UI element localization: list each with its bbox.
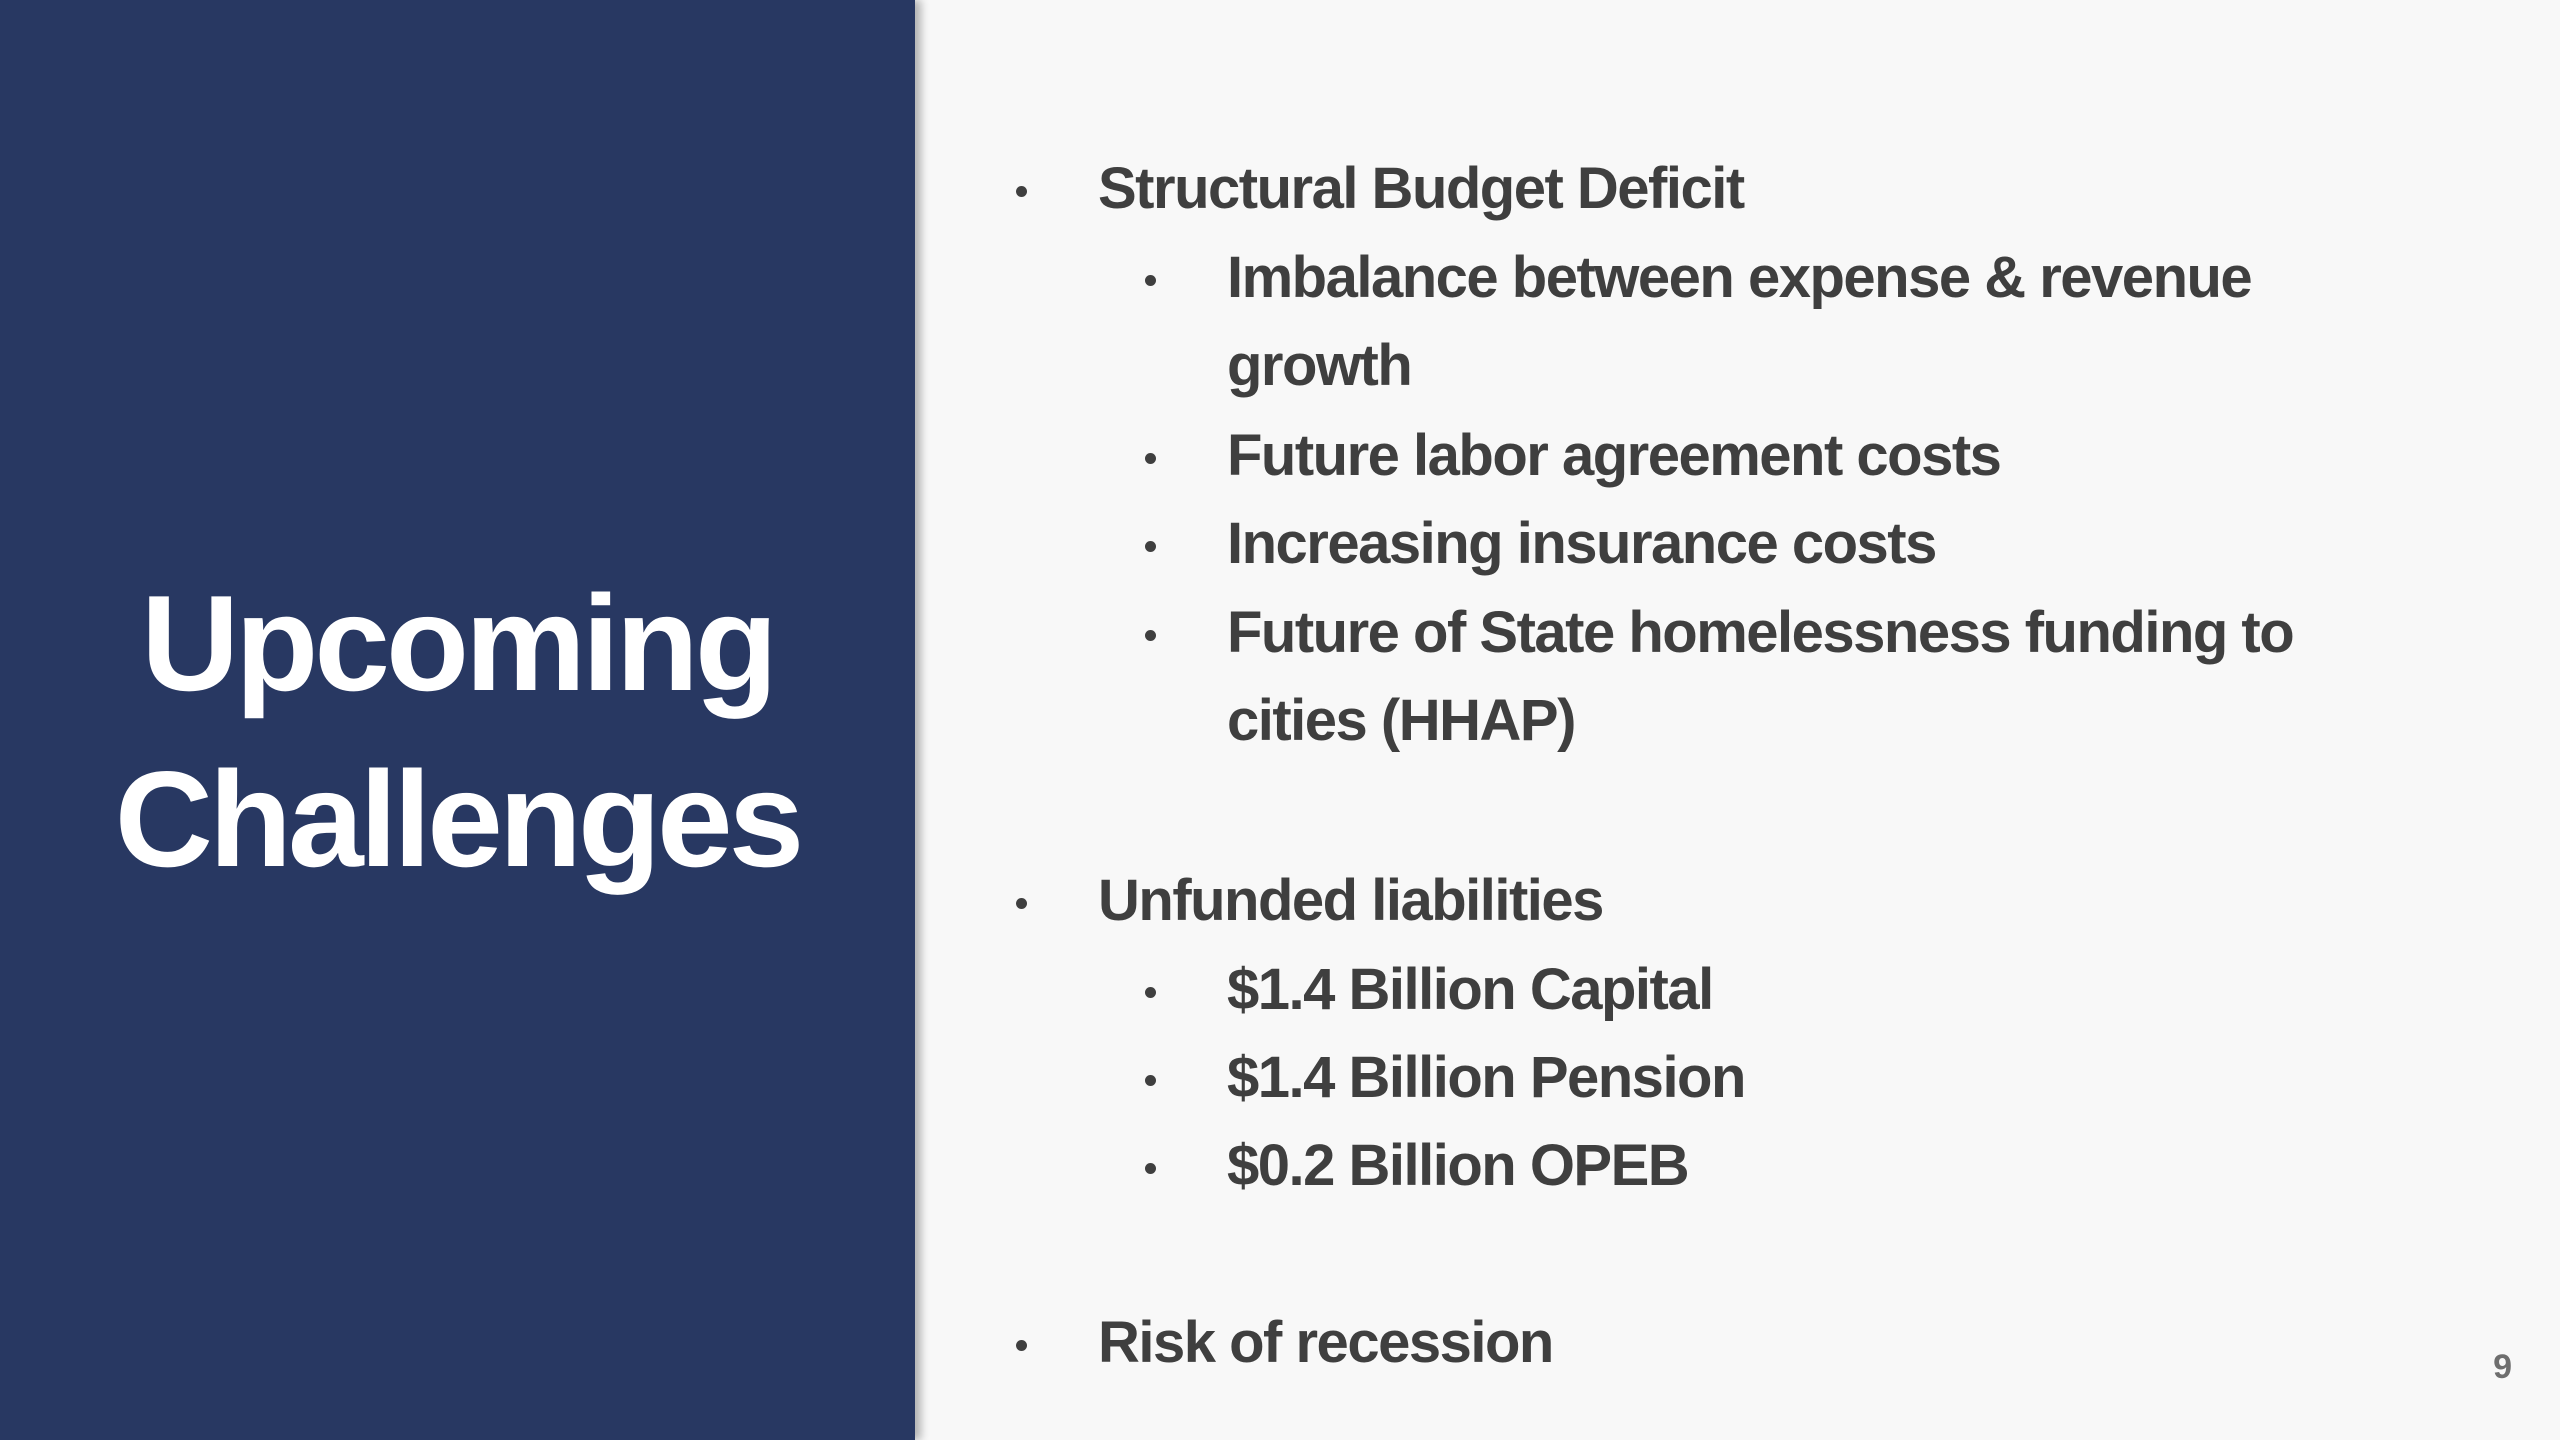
slide-title [0,555,915,907]
sub-bullet-item: Future of State homelessness funding to cities (HHAP) [1227,600,2294,753]
sub-bullet-dot [1145,1075,1156,1086]
sub-bullet-item: Future labor agreement costs [1227,423,2001,488]
bullet-item: Risk of recession [1098,1310,1553,1375]
sub-bullet-dot [1145,453,1156,464]
title-panel [0,0,915,1440]
sub-bullet-dot [1145,275,1156,286]
sub-bullet-item: $1.4 Billion Pension [1227,1045,1745,1110]
slide-title-line-2: Challenges [114,743,801,895]
bullet-dot [1016,898,1027,909]
sub-bullet-item: $1.4 Billion Capital [1227,957,1713,1022]
bullet-dot [1016,1340,1027,1351]
sub-bullet-dot [1145,1163,1156,1174]
bullet-item: Unfunded liabilities [1098,868,1603,933]
sub-bullet-item: $0.2 Billion OPEB [1227,1133,1689,1198]
sub-bullet-item: Imbalance between expense & revenue growth [1227,245,2252,398]
sub-bullet-dot [1145,541,1156,552]
page-number: 9 [2493,1348,2512,1386]
slide-title-line-1: Upcoming [141,567,774,719]
bullet-dot [1016,186,1027,197]
sub-bullet-dot [1145,630,1156,641]
bullet-item: Structural Budget Deficit [1098,156,1744,221]
sub-bullet-dot [1145,987,1156,998]
sub-bullet-item: Increasing insurance costs [1227,511,1936,576]
